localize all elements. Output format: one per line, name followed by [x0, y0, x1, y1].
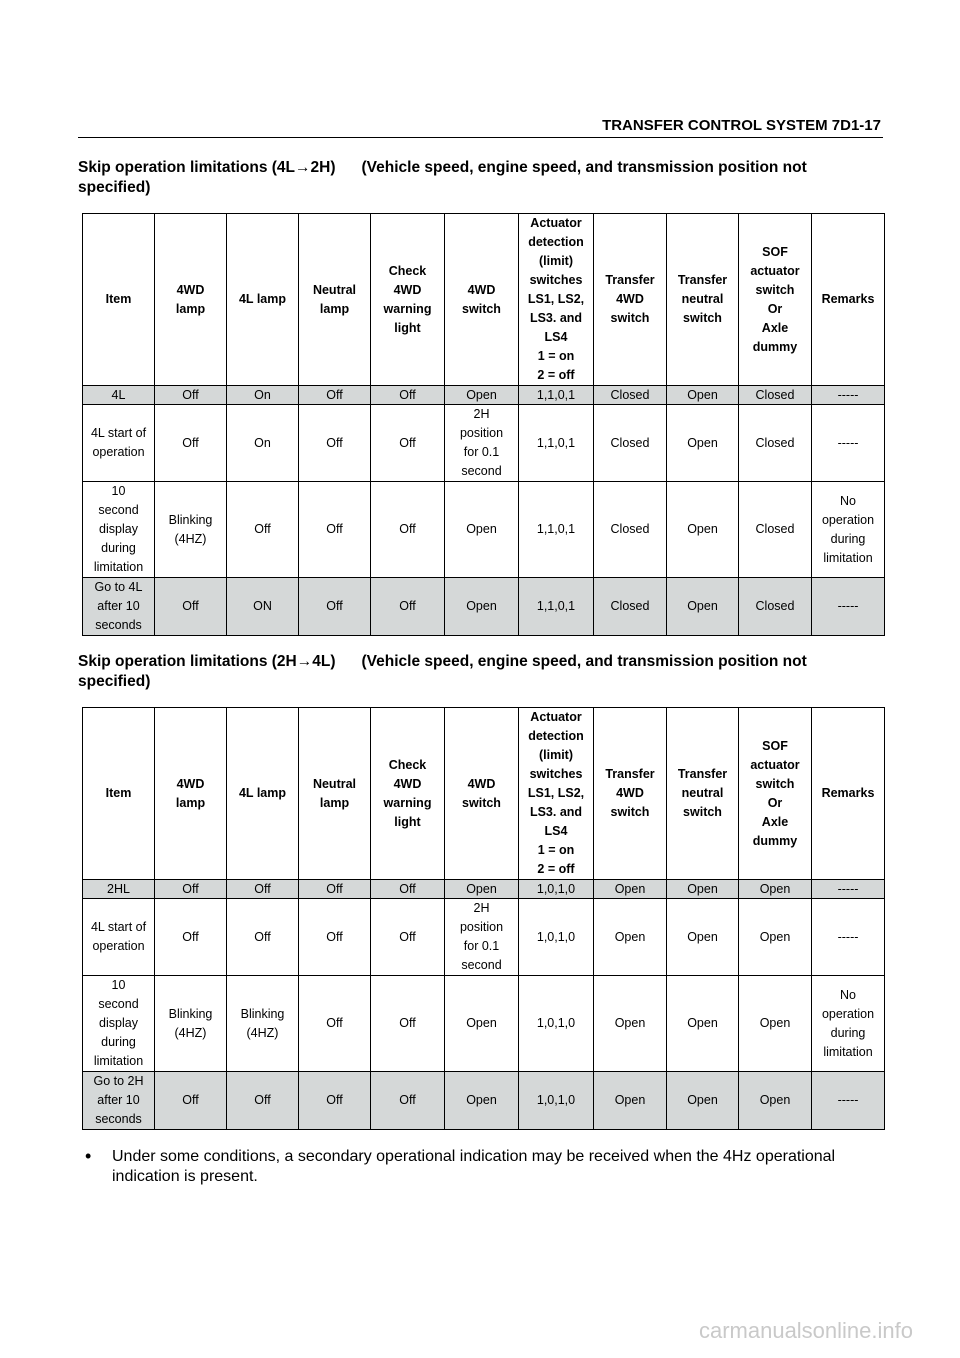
table-cell: Blinking (4HZ) [155, 976, 227, 1072]
table-cell: Open [594, 976, 667, 1072]
table-cell: 1,1,0,1 [519, 386, 594, 405]
section-title-rest: (Vehicle speed, engine speed, and transmission position not [361, 653, 807, 670]
table-cell: Open [667, 880, 739, 899]
table-cell: 1,1,0,1 [519, 578, 594, 636]
bullet-note [85, 1147, 865, 1187]
watermark: carmanualsonline.info [698, 1318, 913, 1343]
table-cell: On [227, 386, 299, 405]
table-cell: Off [371, 899, 445, 976]
note-text: Under some conditions, a secondary operational indication may be received when the 4Hz operational indication is present. [112, 1148, 836, 1185]
table-cell: Off [299, 899, 371, 976]
table-cell: Open [594, 1072, 667, 1130]
table-cell: Blinking (4HZ) [155, 482, 227, 578]
table-cell: Off [155, 1072, 227, 1130]
table-cell: On [227, 405, 299, 482]
column-header: 4WD switch [445, 214, 519, 386]
page-header-title: TRANSFER CONTROL SYSTEM 7D1-17 [602, 117, 881, 134]
column-header: SOF actuator switch Or Axle dummy [739, 708, 812, 880]
table-header-row [83, 708, 885, 880]
column-header: Neutral lamp [299, 214, 371, 386]
column-header: Remarks [812, 708, 885, 880]
table-cell: Off [155, 405, 227, 482]
table-cell: Off [371, 482, 445, 578]
table-cell: 2H position for 0.1 second [445, 405, 519, 482]
row-label-cell: Go to 2H after 10 seconds [83, 1072, 155, 1130]
table-cell: Off [155, 880, 227, 899]
table-cell: Off [155, 578, 227, 636]
table-cell: Closed [739, 482, 812, 578]
table-cell: Off [155, 386, 227, 405]
table-cell: 1,0,1,0 [519, 899, 594, 976]
table-cell: Off [371, 880, 445, 899]
section-title-line2: specified) [78, 673, 151, 690]
table-cell: 1,0,1,0 [519, 880, 594, 899]
table-cell: Off [371, 578, 445, 636]
table-cell: Off [299, 976, 371, 1072]
table-cell: 1,1,0,1 [519, 405, 594, 482]
table-cell: Closed [594, 386, 667, 405]
column-header: SOF actuator switch Or Axle dummy [739, 214, 812, 386]
table-cell: Open [667, 1072, 739, 1130]
table-cell: 1,1,0,1 [519, 482, 594, 578]
section-title-2h-to-4l [78, 652, 878, 692]
table-cell: Open [594, 880, 667, 899]
table-cell: Off [371, 386, 445, 405]
skip-limitations-table-4l-to-2h [82, 213, 885, 636]
table-cell: Off [227, 482, 299, 578]
page-header [78, 115, 883, 138]
table-cell: Open [667, 976, 739, 1072]
table-cell: Open [445, 386, 519, 405]
column-header: 4L lamp [227, 214, 299, 386]
table-cell: Open [739, 1072, 812, 1130]
column-header: Transfer 4WD switch [594, 708, 667, 880]
column-header: 4WD lamp [155, 708, 227, 880]
section-title-line2: specified) [78, 179, 151, 196]
table-header-row [83, 214, 885, 386]
table-cell: Open [445, 482, 519, 578]
table-cell: Off [227, 1072, 299, 1130]
table-cell: Closed [739, 578, 812, 636]
table-cell: Open [739, 880, 812, 899]
table-row [83, 1072, 885, 1130]
table-cell: Closed [594, 578, 667, 636]
column-header: Remarks [812, 214, 885, 386]
table-cell: 1,0,1,0 [519, 1072, 594, 1130]
table-row [83, 386, 885, 405]
table-cell: No operation during limitation [812, 482, 885, 578]
column-header: Check 4WD warning light [371, 214, 445, 386]
column-header: Neutral lamp [299, 708, 371, 880]
table-cell: Off [299, 578, 371, 636]
column-header: Actuator detection (limit) switches LS1, LS2, LS3. and LS4 1 = on 2 = off [519, 708, 594, 880]
table-cell: Open [445, 976, 519, 1072]
table-cell: Open [739, 899, 812, 976]
section-title-rest: (Vehicle speed, engine speed, and transmission position not [361, 159, 807, 176]
table-cell: Closed [594, 405, 667, 482]
table-cell: ON [227, 578, 299, 636]
column-header: Actuator detection (limit) switches LS1, LS2, LS3. and LS4 1 = on 2 = off [519, 214, 594, 386]
table-cell: ----- [812, 578, 885, 636]
table-row [83, 976, 885, 1072]
column-header: 4L lamp [227, 708, 299, 880]
table-cell: ----- [812, 405, 885, 482]
row-label-cell: 10 second display during limitation [83, 976, 155, 1072]
column-header: Item [83, 214, 155, 386]
table-cell: Off [371, 405, 445, 482]
bullet-icon: • [85, 1146, 92, 1166]
table-cell: Off [299, 386, 371, 405]
table-cell: Open [445, 578, 519, 636]
section-title-4l-to-2h [78, 158, 878, 198]
table-cell: Open [667, 578, 739, 636]
table-cell: ----- [812, 880, 885, 899]
skip-limitations-table-2h-to-4l [82, 707, 885, 1130]
row-label-cell: 10 second display during limitation [83, 482, 155, 578]
table-cell: 1,0,1,0 [519, 976, 594, 1072]
table-cell: ----- [812, 1072, 885, 1130]
table-cell: Blinking (4HZ) [227, 976, 299, 1072]
column-header: Transfer 4WD switch [594, 214, 667, 386]
column-header: 4WD switch [445, 708, 519, 880]
table-cell: Off [155, 899, 227, 976]
table-cell: Open [667, 386, 739, 405]
table-cell: Open [445, 880, 519, 899]
table-cell: ----- [812, 386, 885, 405]
table-cell: Open [667, 899, 739, 976]
table-cell: ----- [812, 899, 885, 976]
table-cell: Off [299, 482, 371, 578]
table-cell: No operation during limitation [812, 976, 885, 1072]
table-cell: Off [299, 405, 371, 482]
table-cell: Off [299, 1072, 371, 1130]
column-header: Item [83, 708, 155, 880]
table-row [83, 880, 885, 899]
table-cell: Off [227, 899, 299, 976]
table-cell: Closed [739, 405, 812, 482]
table-row [83, 578, 885, 636]
column-header: Transfer neutral switch [667, 214, 739, 386]
table-row [83, 899, 885, 976]
section-title-main: Skip operation limitations (4L→2H) [78, 159, 336, 176]
row-label-cell: 4L [83, 386, 155, 405]
column-header: Transfer neutral switch [667, 708, 739, 880]
table-cell: Closed [594, 482, 667, 578]
table-cell: Off [371, 1072, 445, 1130]
table-cell: Closed [739, 386, 812, 405]
section-title-main: Skip operation limitations (2H→4L) [78, 653, 336, 670]
row-label-cell: 2HL [83, 880, 155, 899]
row-label-cell: Go to 4L after 10 seconds [83, 578, 155, 636]
row-label-cell: 4L start of operation [83, 899, 155, 976]
table-row [83, 482, 885, 578]
table-cell: 2H position for 0.1 second [445, 899, 519, 976]
table-cell: Off [227, 880, 299, 899]
table-cell: Open [739, 976, 812, 1072]
table-cell: Open [594, 899, 667, 976]
table-row [83, 405, 885, 482]
column-header: 4WD lamp [155, 214, 227, 386]
table-cell: Off [299, 880, 371, 899]
row-label-cell: 4L start of operation [83, 405, 155, 482]
table-cell: Open [445, 1072, 519, 1130]
column-header: Check 4WD warning light [371, 708, 445, 880]
table-cell: Off [371, 976, 445, 1072]
table-cell: Open [667, 405, 739, 482]
table-cell: Open [667, 482, 739, 578]
